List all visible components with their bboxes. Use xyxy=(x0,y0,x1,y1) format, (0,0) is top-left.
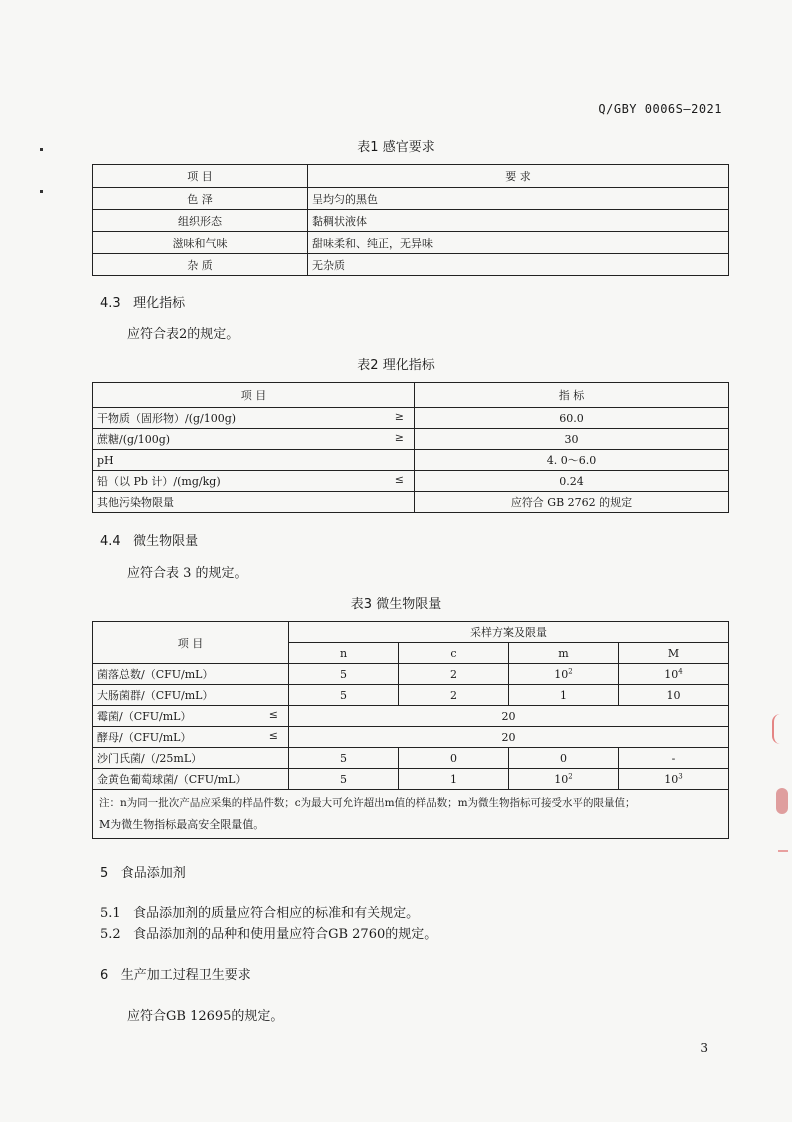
section-number: 5 xyxy=(100,866,109,881)
comparison-symbol: ≤ xyxy=(268,708,278,721)
item-cell: 大肠菌群/（CFU/mL） xyxy=(93,685,289,706)
requirement-cell: 甜味柔和、纯正，无异味 xyxy=(308,232,729,254)
item-cell: 菌落总数/（CFU/mL） xyxy=(93,664,289,685)
comparison-symbol: ≥ xyxy=(394,431,404,444)
section-4-4-heading xyxy=(100,530,198,549)
m-cell xyxy=(509,748,619,769)
n-cell: 5 xyxy=(289,769,399,790)
item-cell: 滋味和气味 xyxy=(93,232,308,254)
subheader-c: c xyxy=(399,643,509,664)
section-title: 食品添加剂 xyxy=(120,866,186,881)
requirement-cell: 黏稠状液体 xyxy=(308,210,729,232)
M-exponent: 4 xyxy=(678,666,683,675)
table1-caption: 表1 感官要求 xyxy=(357,140,435,155)
table-row xyxy=(93,188,729,210)
section-4-3-heading xyxy=(100,292,185,311)
item-cell: 金黄色葡萄球菌/（CFU/mL） xyxy=(93,769,289,790)
subheader-m: m xyxy=(509,643,619,664)
section-5-heading xyxy=(100,862,186,881)
requirement-cell: 无杂质 xyxy=(308,254,729,276)
header-item: 项 目 xyxy=(93,383,415,408)
section-number: 5.2 xyxy=(100,927,121,942)
limit-cell: 20 xyxy=(289,706,729,727)
seal-fragment xyxy=(772,714,788,744)
table-row xyxy=(93,232,729,254)
table1-sensory-requirements xyxy=(92,164,729,276)
clause-text: 食品添加剂的品种和使用量应符合GB 2760的规定。 xyxy=(133,927,438,942)
value-cell: 30 xyxy=(415,429,729,450)
table-row xyxy=(93,664,729,685)
item-label: 铅（以 Pb 计）/(mg/kg) xyxy=(97,475,221,488)
table-header-row xyxy=(93,383,729,408)
table-row xyxy=(93,685,729,706)
seal-fragment xyxy=(776,788,788,814)
item-cell: 杂 质 xyxy=(93,254,308,276)
section-number: 6 xyxy=(100,968,109,983)
section-5-1-text xyxy=(100,902,419,921)
item-label: 干物质（固形物）/(g/100g) xyxy=(97,412,237,425)
comparison-symbol: ≤ xyxy=(268,729,278,742)
M-base: 10 xyxy=(666,688,681,702)
section-title: 理化指标 xyxy=(133,296,186,311)
item-cell: 沙门氏菌/（/25mL） xyxy=(93,748,289,769)
item-cell xyxy=(93,471,415,492)
m-exponent: 2 xyxy=(568,771,573,780)
scan-speck xyxy=(40,190,43,193)
section-number: 4.4 xyxy=(100,534,121,549)
M-base: - xyxy=(671,751,676,765)
M-base: 10 xyxy=(664,667,679,681)
item-cell xyxy=(93,492,415,513)
subheader-n: n xyxy=(289,643,399,664)
page-number: 3 xyxy=(700,1041,708,1055)
requirement-cell: 呈均匀的黑色 xyxy=(308,188,729,210)
document-code: Q/GBY 0006S—2021 xyxy=(598,102,722,116)
M-cell xyxy=(619,748,729,769)
item-label: pH xyxy=(97,453,114,467)
section-6-text: 应符合GB 12695的规定。 xyxy=(127,1009,284,1024)
header-indicator: 指 标 xyxy=(415,383,729,408)
comparison-symbol: ≤ xyxy=(394,473,404,486)
c-cell: 0 xyxy=(399,748,509,769)
item-cell xyxy=(93,727,289,748)
M-cell xyxy=(619,664,729,685)
header-item: 项 目 xyxy=(93,622,289,664)
table-row xyxy=(93,748,729,769)
n-cell: 5 xyxy=(289,664,399,685)
item-cell: 组织形态 xyxy=(93,210,308,232)
c-cell: 2 xyxy=(399,664,509,685)
m-cell xyxy=(509,664,619,685)
section-6-heading xyxy=(100,964,251,983)
m-cell xyxy=(509,685,619,706)
table-header-row xyxy=(93,622,729,643)
M-base: 10 xyxy=(664,772,679,786)
n-cell: 5 xyxy=(289,748,399,769)
subheader-M: M xyxy=(619,643,729,664)
section-title: 微生物限量 xyxy=(133,534,199,549)
item-cell: 色 泽 xyxy=(93,188,308,210)
item-label: 其他污染物限量 xyxy=(97,496,174,509)
table-row xyxy=(93,254,729,276)
section-number: 5.1 xyxy=(100,906,121,921)
table-row xyxy=(93,727,729,748)
m-exponent: 2 xyxy=(568,666,573,675)
item-label: 酵母/（CFU/mL） xyxy=(97,731,192,744)
table-row xyxy=(93,429,729,450)
section-title: 生产加工过程卫生要求 xyxy=(120,968,251,983)
header-item: 项 目 xyxy=(93,165,308,188)
value-cell: 0.24 xyxy=(415,471,729,492)
clause-text: 食品添加剂的质量应符合相应的标准和有关规定。 xyxy=(133,906,420,921)
M-exponent: 3 xyxy=(678,771,683,780)
item-cell xyxy=(93,706,289,727)
seal-fragment xyxy=(778,850,788,866)
m-base: 10 xyxy=(554,667,569,681)
table-note xyxy=(93,790,729,839)
item-cell xyxy=(93,450,415,471)
table-row xyxy=(93,706,729,727)
c-cell: 2 xyxy=(399,685,509,706)
scan-speck xyxy=(40,148,43,151)
item-label: 蔗糖/(g/100g) xyxy=(97,433,171,446)
m-base: 1 xyxy=(560,688,567,702)
table-row xyxy=(93,769,729,790)
table-header-row xyxy=(93,165,729,188)
m-base: 0 xyxy=(560,751,567,765)
section-5-2-text xyxy=(100,923,437,942)
header-sampling-plan: 采样方案及限量 xyxy=(289,622,729,643)
table2-caption: 表2 理化指标 xyxy=(357,358,435,373)
m-base: 10 xyxy=(554,772,569,786)
table-note-row xyxy=(93,790,729,839)
section-number: 4.3 xyxy=(100,296,121,311)
n-cell: 5 xyxy=(289,685,399,706)
note-line-1: 注：n为同一批次产品应采集的样品件数；c为最大可允许超出m值的样品数；m为微生物指标可接受水平的限量值； xyxy=(99,797,636,809)
section-4-4-text: 应符合表 3 的规定。 xyxy=(127,566,248,581)
table-row xyxy=(93,450,729,471)
table-row xyxy=(93,471,729,492)
section-4-3-text: 应符合表2的规定。 xyxy=(127,327,240,342)
note-line-2: M为微生物指标最高安全限量值。 xyxy=(99,818,265,831)
value-cell: 应符合 GB 2762 的规定 xyxy=(415,492,729,513)
c-cell: 1 xyxy=(399,769,509,790)
m-cell xyxy=(509,769,619,790)
M-cell xyxy=(619,769,729,790)
table-row xyxy=(93,408,729,429)
value-cell: 60.0 xyxy=(415,408,729,429)
M-cell xyxy=(619,685,729,706)
table2-physicochemical xyxy=(92,382,729,513)
item-label: 霉菌/（CFU/mL） xyxy=(97,710,192,723)
item-cell xyxy=(93,408,415,429)
limit-cell: 20 xyxy=(289,727,729,748)
table-row xyxy=(93,210,729,232)
table3-caption: 表3 微生物限量 xyxy=(350,597,442,612)
comparison-symbol: ≥ xyxy=(394,410,404,423)
item-cell xyxy=(93,429,415,450)
value-cell: 4. 0～6.0 xyxy=(415,450,729,471)
header-requirement: 要 求 xyxy=(308,165,729,188)
table3-microbial-limits xyxy=(92,621,729,839)
table-row xyxy=(93,492,729,513)
